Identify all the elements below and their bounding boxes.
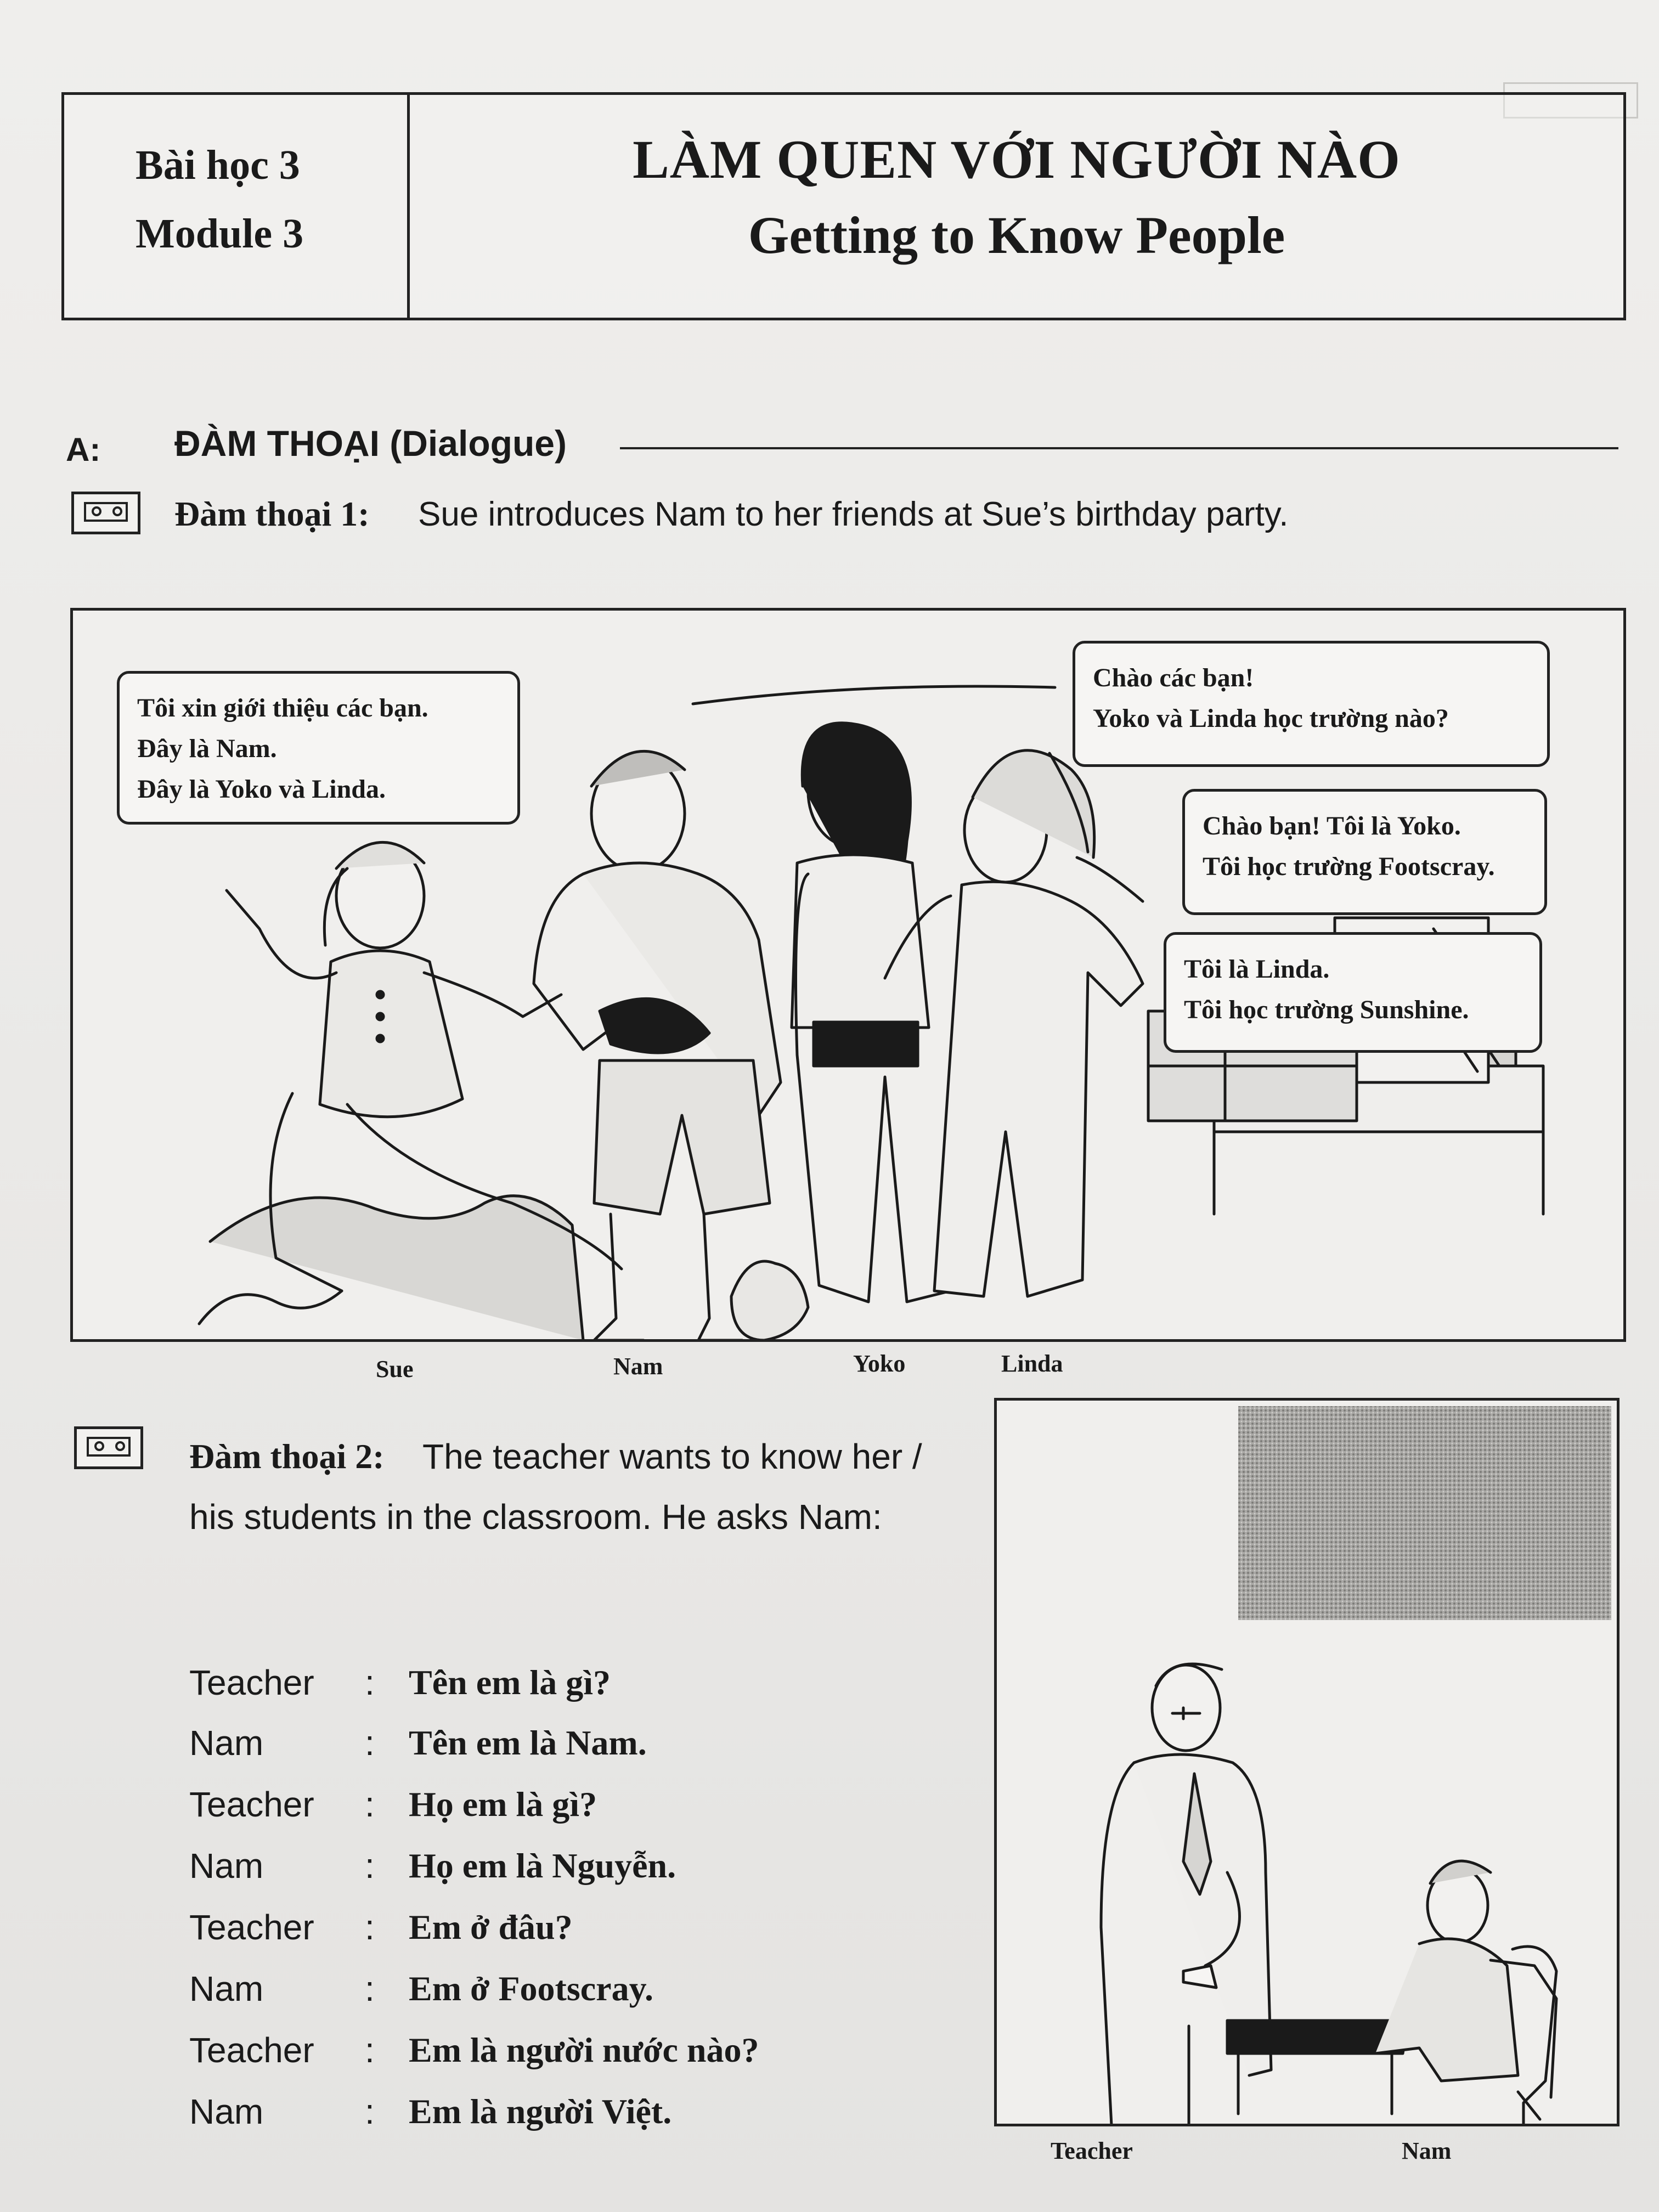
section-label: A: (66, 431, 101, 468)
dialogue-text: Em là người nước nào? (409, 2030, 759, 2069)
yoko-figure (792, 723, 956, 1302)
lesson-header (61, 92, 1626, 320)
blackboard (1238, 1406, 1611, 1620)
caption-student-nam: Nam (1402, 2137, 1452, 2164)
dialogue-text: Họ em là Nguyễn. (409, 1846, 676, 1885)
speech-line: Tôi học trường Sunshine. (1184, 995, 1469, 1024)
module-number: Module 3 (136, 211, 304, 257)
dialogue-text: Tên em là gì? (409, 1663, 611, 1702)
section-rule (620, 447, 1618, 449)
dialogue-text: Em ở Footscray. (409, 1969, 654, 2008)
dialogue-speaker: Nam (189, 1846, 264, 1886)
dialogue2-description-line1: The teacher wants to know her / (422, 1437, 922, 1476)
speech-bubble-linda (1164, 932, 1542, 1053)
cassette-tape-icon (71, 492, 140, 534)
cassette-tape-icon (74, 1426, 143, 1469)
lesson-title-vietnamese: LÀM QUEN VỚI NGƯỜI NÀO (633, 129, 1401, 190)
dialogue-separator: : (365, 1908, 375, 1947)
dialogue-speaker: Nam (189, 2092, 264, 2131)
dialogue1-label: Đàm thoại 1: (174, 494, 370, 533)
classroom-scene-drawing (997, 1401, 1620, 2126)
dialogue-separator: : (365, 1846, 375, 1886)
dialogue-separator: : (365, 2092, 375, 2131)
birthday-party-illustration (70, 608, 1626, 1342)
dialogue2-label: Đàm thoại 2: (189, 1437, 385, 1476)
caption-yoko: Yoko (853, 1350, 906, 1377)
dialogue-speaker: Nam (189, 1969, 264, 2008)
dialogue-text: Tên em là Nam. (409, 1723, 647, 1762)
speech-bubble-nam (1073, 641, 1550, 767)
dialogue-separator: : (365, 1723, 375, 1763)
caption-nam: Nam (613, 1353, 663, 1380)
dialogue-text: Em là người Việt. (409, 2092, 672, 2131)
speech-line: Tôi là Linda. (1184, 955, 1330, 984)
speech-bubble-sue (117, 671, 520, 825)
speech-line: Chào các bạn! (1093, 663, 1254, 692)
speech-line: Chào bạn! Tôi là Yoko. (1203, 811, 1461, 840)
teacher-figure (1101, 1664, 1271, 2126)
dialogue-text: Em ở đâu? (409, 1908, 573, 1946)
lesson-number: Bài học 3 (136, 142, 300, 188)
lesson-number-cell (64, 95, 410, 318)
speech-line: Tôi xin giới thiệu các bạn. (137, 693, 428, 723)
caption-teacher: Teacher (1051, 2137, 1133, 2164)
dialogue-separator: : (365, 1969, 375, 2008)
lesson-title-english: Getting to Know People (748, 206, 1285, 264)
speech-line: Đây là Nam. (137, 734, 277, 763)
dialogue-separator: : (365, 1663, 375, 1702)
caption-sue: Sue (376, 1356, 414, 1383)
speech-line: Yoko và Linda học trường nào? (1093, 704, 1449, 733)
section-title: ĐÀM THOẠI (Dialogue) (174, 423, 567, 464)
dialogue2-description-line2: his students in the classroom. He asks Nam: (189, 1497, 882, 1537)
dialogue-speaker: Teacher (189, 2030, 314, 2070)
student-figure (1375, 1861, 1556, 2119)
speech-bubble-yoko (1182, 789, 1547, 915)
dialogue-separator: : (365, 2030, 375, 2070)
classroom-illustration (994, 1398, 1620, 2126)
dialogue-speaker: Teacher (189, 1785, 314, 1824)
speech-line: Tôi học trường Footscray. (1203, 852, 1495, 881)
dialogue-speaker: Teacher (189, 1663, 314, 1702)
dialogue1-description: Sue introduces Nam to her friends at Sue’s birthday party. (418, 495, 1289, 533)
lesson-title-cell (410, 95, 1623, 318)
dialogue-separator: : (365, 1785, 375, 1824)
dialogue-speaker: Nam (189, 1723, 264, 1763)
dialogue-speaker: Teacher (189, 1908, 314, 1947)
dialogue-text: Họ em là gì? (409, 1785, 597, 1824)
caption-linda: Linda (1001, 1350, 1063, 1377)
speech-line: Đây là Yoko và Linda. (137, 775, 386, 804)
